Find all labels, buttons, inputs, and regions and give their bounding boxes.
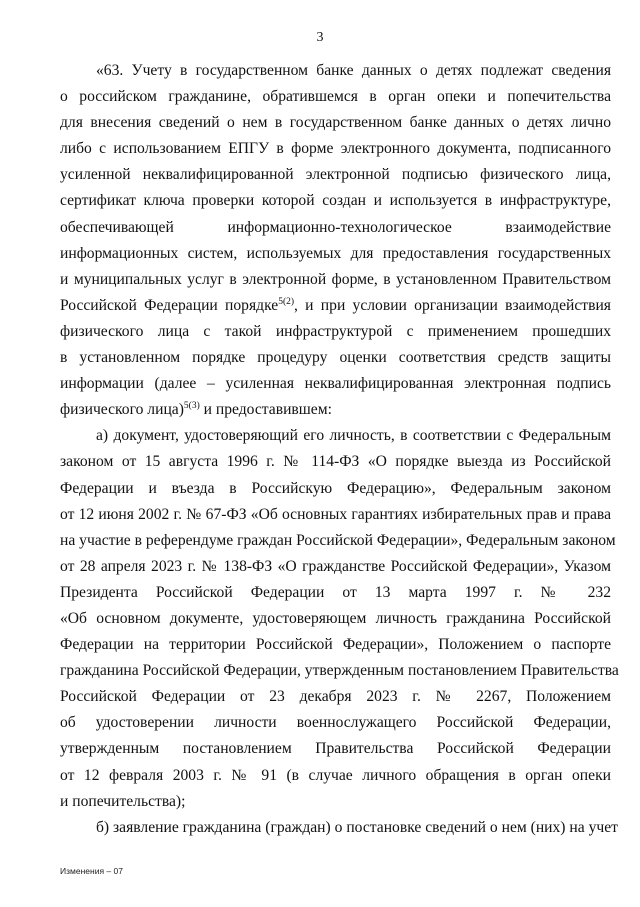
text-line: усиленной неквалифицированной электронной подписью физического лица, (60, 166, 611, 184)
text-line: б) заявление гражданина (граждан) о постановке сведений о нем (них) на учет (96, 818, 618, 836)
text-line: от 28 апреля 2023 г. № 138-ФЗ «О гражданстве Российской Федерации», Указом (60, 557, 611, 575)
text-line: либо с использованием ЕПГУ в форме электронного документа, подписанного (60, 140, 611, 158)
text-line: в установленном порядке процедуру оценки соответствия средств защиты (60, 349, 611, 367)
text-line: от 12 июня 2002 г. № 67-ФЗ «Об основных гарантиях избирательных прав и права (60, 505, 611, 523)
text-line: Российской Федерации от 23 декабря 2023 г. № 2267, Положением (60, 688, 611, 706)
text-line: от 12 февраля 2003 г. № 91 (в случае личного обращения в орган опеки (60, 766, 611, 784)
text-line: Федерации и въезда в Российскую Федерацию», Федеральным законом (60, 479, 611, 497)
text-line: сертификат ключа проверки которой создан и используется в инфраструктуре, (60, 192, 611, 210)
text-line: информационных систем, используемых для предоставления государственных (60, 244, 611, 262)
text-line: о российском гражданине, обратившемся в орган опеки и попечительства (60, 88, 611, 106)
text-line: для внесения сведений о нем в государственном банке данных о детях лично (60, 114, 611, 132)
text-line: а) документ, удостоверяющий его личность, в соответствии с Федеральным (96, 427, 611, 445)
text-line: «Об основном документе, удостоверяющем личность гражданина Российской (60, 609, 611, 627)
footer-note: Изменения – 07 (60, 866, 123, 876)
page-number: 3 (316, 30, 324, 45)
paragraph-63 (60, 58, 611, 423)
text-line: физического лица с такой инфраструктурой с применением прошедших (60, 322, 611, 340)
text-line: законом от 15 августа 1996 г. № 114-ФЗ «О порядке выезда из Российской (60, 453, 611, 471)
footnote-ref: 5(2) (278, 296, 295, 307)
text-line: Президента Российской Федерации от 13 марта 1997 г. № 232 (60, 583, 611, 601)
text-line: «63. Учету в государственном банке данных о детях подлежат сведения (96, 62, 611, 79)
text-line: информации (далее – усиленная неквалифицированная электронная подпись (60, 375, 611, 393)
text-fragment: физического лица) (60, 401, 184, 419)
text-line: и муниципальных услуг в электронной форме, в установленном Правительством (60, 270, 611, 288)
text-fragment: и предоставившем: (199, 401, 332, 419)
text-line: утвержденным постановлением Правительства Российской Федерации (60, 740, 611, 758)
text-line: Федерации на территории Российской Федерации», Положением о паспорте (60, 636, 611, 654)
subparagraph-b (60, 815, 618, 841)
text-line: и попечительства); (60, 792, 186, 810)
text-line (60, 293, 611, 319)
text-line: гражданина Российской Федерации, утвержденным постановлением Правительства (60, 662, 619, 680)
subparagraph-a (60, 423, 619, 814)
text-fragment: , и при условии организации взаимодействия (294, 296, 611, 314)
text-line (60, 397, 611, 423)
text-fragment: Российской Федерации порядке (60, 296, 279, 314)
text-line: на участие в референдуме граждан Российской Федерации», Федеральным законом (60, 531, 616, 549)
text-line: об удостоверении личности военнослужащего Российской Федерации, (60, 714, 611, 732)
footnote-ref: 5(3) (183, 401, 200, 412)
document-body (60, 58, 619, 841)
text-line: обеспечивающей информационно-технологическое взаимодействие (60, 218, 611, 236)
